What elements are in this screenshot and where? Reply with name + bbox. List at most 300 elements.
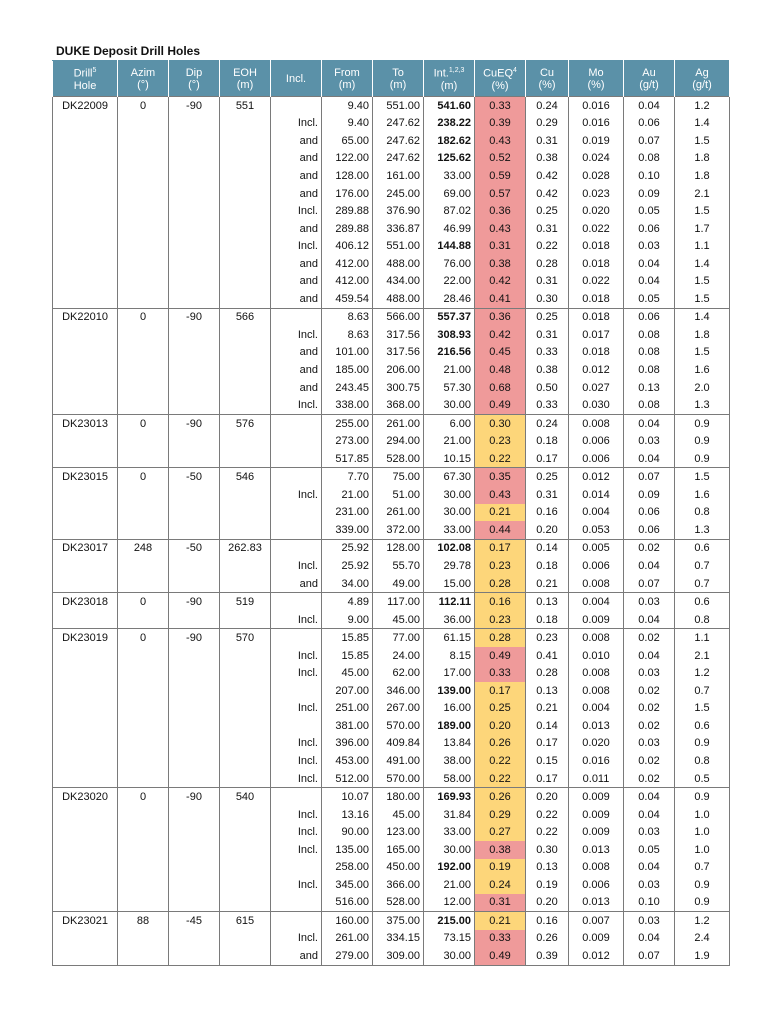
- eoh-cell: [220, 450, 271, 468]
- cueq-cell: 0.26: [475, 788, 526, 806]
- azim-cell: [118, 220, 169, 238]
- dip-cell: [169, 665, 220, 683]
- incl-cell: Incl.: [271, 396, 322, 414]
- interval-cell: 21.00: [424, 432, 475, 450]
- ag-cell: 1.0: [675, 823, 730, 841]
- au-cell: 0.07: [624, 468, 675, 486]
- drill-hole-cell: DK23021: [53, 912, 118, 930]
- table-row: [53, 770, 730, 788]
- drill-hole-cell: [53, 947, 118, 965]
- au-cell: 0.03: [624, 593, 675, 611]
- incl-cell: [271, 432, 322, 450]
- azim-cell: [118, 255, 169, 273]
- ag-cell: 1.7: [675, 220, 730, 238]
- from-cell: 128.00: [322, 167, 373, 185]
- incl-cell: [271, 414, 322, 432]
- ag-cell: 0.7: [675, 682, 730, 700]
- column-header: [118, 61, 169, 97]
- eoh-cell: 540: [220, 788, 271, 806]
- interval-cell: 16.00: [424, 700, 475, 718]
- eoh-cell: [220, 752, 271, 770]
- cueq-cell: 0.57: [475, 185, 526, 203]
- to-cell: 51.00: [373, 486, 424, 504]
- drill-hole-cell: [53, 823, 118, 841]
- table-row: [53, 450, 730, 468]
- cu-cell: 0.33: [526, 344, 569, 362]
- au-cell: 0.02: [624, 752, 675, 770]
- mo-cell: 0.008: [569, 682, 624, 700]
- azim-cell: [118, 735, 169, 753]
- interval-cell: 58.00: [424, 770, 475, 788]
- from-cell: 396.00: [322, 735, 373, 753]
- interval-cell: 192.00: [424, 859, 475, 877]
- from-cell: 8.63: [322, 326, 373, 344]
- column-header: [53, 61, 118, 97]
- drill-hole-cell: DK23018: [53, 593, 118, 611]
- drill-hole-cell: DK23017: [53, 539, 118, 557]
- ag-cell: 0.9: [675, 894, 730, 912]
- interval-cell: 22.00: [424, 272, 475, 290]
- from-cell: 381.00: [322, 717, 373, 735]
- drill-hole-cell: DK23013: [53, 414, 118, 432]
- incl-cell: Incl.: [271, 806, 322, 824]
- dip-cell: [169, 504, 220, 522]
- eoh-cell: [220, 947, 271, 965]
- eoh-cell: [220, 396, 271, 414]
- dip-cell: [169, 894, 220, 912]
- drill-hole-cell: [53, 859, 118, 877]
- interval-cell: 57.30: [424, 379, 475, 397]
- cueq-cell: 0.45: [475, 344, 526, 362]
- ag-cell: 0.9: [675, 876, 730, 894]
- incl-cell: Incl.: [271, 611, 322, 629]
- table-row: [53, 202, 730, 220]
- azim-cell: [118, 770, 169, 788]
- interval-cell: 30.00: [424, 947, 475, 965]
- column-header-label: EOH: [233, 66, 257, 79]
- au-cell: 0.04: [624, 806, 675, 824]
- from-cell: 185.00: [322, 361, 373, 379]
- column-header: [424, 61, 475, 97]
- interval-cell: 308.93: [424, 326, 475, 344]
- to-cell: 434.00: [373, 272, 424, 290]
- ag-cell: 0.9: [675, 414, 730, 432]
- to-cell: 317.56: [373, 326, 424, 344]
- table-title: DUKE Deposit Drill Holes: [56, 44, 201, 58]
- cu-cell: 0.33: [526, 396, 569, 414]
- mo-cell: 0.022: [569, 220, 624, 238]
- eoh-cell: [220, 344, 271, 362]
- dip-cell: [169, 876, 220, 894]
- dip-cell: [169, 344, 220, 362]
- incl-cell: [271, 450, 322, 468]
- azim-cell: [118, 132, 169, 150]
- incl-cell: Incl.: [271, 823, 322, 841]
- eoh-cell: [220, 237, 271, 255]
- au-cell: 0.02: [624, 539, 675, 557]
- incl-cell: [271, 539, 322, 557]
- eoh-cell: [220, 611, 271, 629]
- interval-cell: 6.00: [424, 414, 475, 432]
- incl-cell: [271, 97, 322, 115]
- cueq-cell: 0.17: [475, 539, 526, 557]
- table-row: [53, 841, 730, 859]
- table-row: [53, 255, 730, 273]
- interval-cell: 125.62: [424, 150, 475, 168]
- cu-cell: 0.18: [526, 611, 569, 629]
- table-row: [53, 894, 730, 912]
- ag-cell: 0.7: [675, 859, 730, 877]
- incl-cell: and: [271, 185, 322, 203]
- interval-cell: 139.00: [424, 682, 475, 700]
- cu-cell: 0.14: [526, 539, 569, 557]
- ag-cell: 1.3: [675, 396, 730, 414]
- cu-cell: 0.17: [526, 770, 569, 788]
- column-header-unit: (m): [236, 78, 254, 91]
- ag-cell: 0.7: [675, 557, 730, 575]
- eoh-cell: [220, 665, 271, 683]
- table-row: [53, 344, 730, 362]
- interval-cell: 30.00: [424, 396, 475, 414]
- drill-hole-cell: [53, 504, 118, 522]
- column-header-unit: (g/t): [639, 78, 659, 91]
- eoh-cell: [220, 150, 271, 168]
- au-cell: 0.06: [624, 504, 675, 522]
- table-row: [53, 237, 730, 255]
- interval-cell: 30.00: [424, 486, 475, 504]
- dip-cell: [169, 272, 220, 290]
- drill-hole-cell: [53, 806, 118, 824]
- drill-hole-cell: [53, 272, 118, 290]
- dip-cell: -90: [169, 593, 220, 611]
- cu-cell: 0.22: [526, 823, 569, 841]
- cu-cell: 0.20: [526, 788, 569, 806]
- to-cell: 55.70: [373, 557, 424, 575]
- ag-cell: 2.0: [675, 379, 730, 397]
- dip-cell: [169, 361, 220, 379]
- azim-cell: 88: [118, 912, 169, 930]
- eoh-cell: 615: [220, 912, 271, 930]
- ag-cell: 0.5: [675, 770, 730, 788]
- ag-cell: 0.8: [675, 611, 730, 629]
- incl-cell: Incl.: [271, 770, 322, 788]
- incl-cell: [271, 468, 322, 486]
- eoh-cell: [220, 717, 271, 735]
- incl-cell: and: [271, 575, 322, 593]
- incl-cell: Incl.: [271, 326, 322, 344]
- au-cell: 0.05: [624, 290, 675, 308]
- dip-cell: [169, 150, 220, 168]
- mo-cell: 0.027: [569, 379, 624, 397]
- cueq-cell: 0.23: [475, 432, 526, 450]
- from-cell: 9.00: [322, 611, 373, 629]
- to-cell: 372.00: [373, 521, 424, 539]
- from-cell: 345.00: [322, 876, 373, 894]
- interval-cell: 216.56: [424, 344, 475, 362]
- cueq-cell: 0.33: [475, 97, 526, 115]
- mo-cell: 0.018: [569, 344, 624, 362]
- interval-cell: 144.88: [424, 237, 475, 255]
- drill-hole-cell: [53, 255, 118, 273]
- column-header-unit: (%): [587, 78, 605, 91]
- cu-cell: 0.30: [526, 290, 569, 308]
- mo-cell: 0.007: [569, 912, 624, 930]
- eoh-cell: [220, 167, 271, 185]
- au-cell: 0.08: [624, 150, 675, 168]
- cu-cell: 0.26: [526, 930, 569, 948]
- eoh-cell: [220, 185, 271, 203]
- drill-hole-cell: [53, 450, 118, 468]
- interval-cell: 33.00: [424, 823, 475, 841]
- cu-cell: 0.22: [526, 237, 569, 255]
- drill-hole-cell: [53, 575, 118, 593]
- table-row: [53, 665, 730, 683]
- cu-cell: 0.20: [526, 521, 569, 539]
- incl-cell: and: [271, 344, 322, 362]
- dip-cell: [169, 290, 220, 308]
- drill-hole-cell: [53, 432, 118, 450]
- dip-cell: [169, 115, 220, 133]
- azim-cell: [118, 290, 169, 308]
- au-cell: 0.04: [624, 272, 675, 290]
- column-header-label: To: [392, 66, 404, 79]
- incl-cell: Incl.: [271, 647, 322, 665]
- interval-cell: 112.11: [424, 593, 475, 611]
- azim-cell: 0: [118, 593, 169, 611]
- drill-hole-cell: [53, 930, 118, 948]
- azim-cell: 0: [118, 308, 169, 326]
- drill-hole-cell: [53, 876, 118, 894]
- to-cell: 62.00: [373, 665, 424, 683]
- dip-cell: -50: [169, 539, 220, 557]
- cueq-cell: 0.43: [475, 132, 526, 150]
- azim-cell: [118, 432, 169, 450]
- dip-cell: -90: [169, 97, 220, 115]
- dip-cell: -90: [169, 414, 220, 432]
- mo-cell: 0.009: [569, 930, 624, 948]
- table-row: [53, 396, 730, 414]
- azim-cell: [118, 930, 169, 948]
- column-header: [220, 61, 271, 97]
- interval-cell: 238.22: [424, 115, 475, 133]
- ag-cell: 1.1: [675, 629, 730, 647]
- cueq-cell: 0.28: [475, 575, 526, 593]
- mo-cell: 0.023: [569, 185, 624, 203]
- ag-cell: 0.7: [675, 575, 730, 593]
- footnote-marker: 1,2,3: [448, 67, 465, 75]
- cueq-cell: 0.23: [475, 611, 526, 629]
- cueq-cell: 0.31: [475, 894, 526, 912]
- incl-cell: Incl.: [271, 930, 322, 948]
- mo-cell: 0.010: [569, 647, 624, 665]
- interval-cell: 31.84: [424, 806, 475, 824]
- au-cell: 0.03: [624, 665, 675, 683]
- cu-cell: 0.25: [526, 468, 569, 486]
- incl-cell: Incl.: [271, 665, 322, 683]
- cu-cell: 0.16: [526, 912, 569, 930]
- from-cell: 8.63: [322, 308, 373, 326]
- cueq-cell: 0.26: [475, 735, 526, 753]
- to-cell: 247.62: [373, 150, 424, 168]
- mo-cell: 0.005: [569, 539, 624, 557]
- column-header: [373, 61, 424, 97]
- from-cell: 122.00: [322, 150, 373, 168]
- from-cell: 7.70: [322, 468, 373, 486]
- from-cell: 289.88: [322, 220, 373, 238]
- table-row: [53, 700, 730, 718]
- from-cell: 160.00: [322, 912, 373, 930]
- table-row: [53, 521, 730, 539]
- azim-cell: [118, 167, 169, 185]
- interval-cell: 21.00: [424, 361, 475, 379]
- table-row: [53, 806, 730, 824]
- table-row: [53, 115, 730, 133]
- dip-cell: -90: [169, 788, 220, 806]
- table-row: [53, 947, 730, 965]
- mo-cell: 0.006: [569, 876, 624, 894]
- interval-cell: 557.37: [424, 308, 475, 326]
- azim-cell: [118, 876, 169, 894]
- from-cell: 243.45: [322, 379, 373, 397]
- cu-cell: 0.31: [526, 220, 569, 238]
- dip-cell: [169, 326, 220, 344]
- drill-hole-cell: [53, 202, 118, 220]
- incl-cell: and: [271, 220, 322, 238]
- ag-cell: 1.8: [675, 167, 730, 185]
- cueq-cell: 0.27: [475, 823, 526, 841]
- azim-cell: [118, 682, 169, 700]
- cu-cell: 0.19: [526, 876, 569, 894]
- column-header-unit: (°): [188, 78, 200, 91]
- cu-cell: 0.16: [526, 504, 569, 522]
- mo-cell: 0.009: [569, 611, 624, 629]
- cu-cell: 0.38: [526, 150, 569, 168]
- cu-cell: 0.50: [526, 379, 569, 397]
- column-header-label: Au: [642, 66, 656, 79]
- drill-hole-cell: [53, 115, 118, 133]
- column-header: [271, 61, 322, 97]
- cu-cell: 0.15: [526, 752, 569, 770]
- interval-cell: 30.00: [424, 504, 475, 522]
- au-cell: 0.02: [624, 770, 675, 788]
- eoh-cell: [220, 379, 271, 397]
- cu-cell: 0.31: [526, 326, 569, 344]
- to-cell: 247.62: [373, 132, 424, 150]
- incl-cell: Incl.: [271, 876, 322, 894]
- to-cell: 566.00: [373, 308, 424, 326]
- cueq-cell: 0.48: [475, 361, 526, 379]
- azim-cell: 0: [118, 788, 169, 806]
- to-cell: 491.00: [373, 752, 424, 770]
- incl-cell: and: [271, 272, 322, 290]
- cueq-cell: 0.43: [475, 486, 526, 504]
- mo-cell: 0.013: [569, 841, 624, 859]
- cu-cell: 0.29: [526, 115, 569, 133]
- table-row: [53, 220, 730, 238]
- incl-cell: [271, 717, 322, 735]
- drill-hole-cell: [53, 752, 118, 770]
- dip-cell: [169, 682, 220, 700]
- cueq-cell: 0.38: [475, 255, 526, 273]
- interval-cell: 169.93: [424, 788, 475, 806]
- au-cell: 0.03: [624, 432, 675, 450]
- mo-cell: 0.020: [569, 735, 624, 753]
- dip-cell: [169, 930, 220, 948]
- drill-hole-cell: [53, 665, 118, 683]
- eoh-cell: [220, 255, 271, 273]
- azim-cell: [118, 361, 169, 379]
- eoh-cell: [220, 700, 271, 718]
- incl-cell: and: [271, 290, 322, 308]
- cueq-cell: 0.49: [475, 647, 526, 665]
- eoh-cell: 546: [220, 468, 271, 486]
- drill-hole-cell: [53, 647, 118, 665]
- azim-cell: [118, 202, 169, 220]
- from-cell: 453.00: [322, 752, 373, 770]
- table-row: [53, 468, 730, 486]
- mo-cell: 0.028: [569, 167, 624, 185]
- mo-cell: 0.013: [569, 717, 624, 735]
- mo-cell: 0.018: [569, 237, 624, 255]
- ag-cell: 0.6: [675, 717, 730, 735]
- drill-hole-cell: [53, 150, 118, 168]
- to-cell: 551.00: [373, 237, 424, 255]
- au-cell: 0.06: [624, 220, 675, 238]
- drill-hole-cell: [53, 611, 118, 629]
- mo-cell: 0.008: [569, 414, 624, 432]
- mo-cell: 0.019: [569, 132, 624, 150]
- cueq-cell: 0.44: [475, 521, 526, 539]
- au-cell: 0.04: [624, 647, 675, 665]
- cu-cell: 0.14: [526, 717, 569, 735]
- interval-cell: 30.00: [424, 841, 475, 859]
- ag-cell: 1.2: [675, 912, 730, 930]
- azim-cell: [118, 344, 169, 362]
- au-cell: 0.04: [624, 414, 675, 432]
- ag-cell: 1.0: [675, 806, 730, 824]
- eoh-cell: [220, 735, 271, 753]
- eoh-cell: [220, 930, 271, 948]
- column-header-unit: (m): [389, 78, 407, 91]
- table-row: [53, 486, 730, 504]
- dip-cell: [169, 255, 220, 273]
- dip-cell: [169, 647, 220, 665]
- cueq-cell: 0.42: [475, 326, 526, 344]
- interval-cell: 8.15: [424, 647, 475, 665]
- au-cell: 0.13: [624, 379, 675, 397]
- au-cell: 0.03: [624, 912, 675, 930]
- incl-cell: Incl.: [271, 735, 322, 753]
- column-header-unit: (g/t): [692, 78, 712, 91]
- mo-cell: 0.012: [569, 468, 624, 486]
- to-cell: 165.00: [373, 841, 424, 859]
- drill-hole-cell: DK23019: [53, 629, 118, 647]
- to-cell: 245.00: [373, 185, 424, 203]
- azim-cell: 0: [118, 97, 169, 115]
- column-header: [569, 61, 624, 97]
- from-cell: 65.00: [322, 132, 373, 150]
- cueq-cell: 0.16: [475, 593, 526, 611]
- eoh-cell: [220, 272, 271, 290]
- from-cell: 459.54: [322, 290, 373, 308]
- azim-cell: [118, 326, 169, 344]
- from-cell: 45.00: [322, 665, 373, 683]
- azim-cell: [118, 272, 169, 290]
- au-cell: 0.07: [624, 132, 675, 150]
- drill-hole-cell: [53, 841, 118, 859]
- azim-cell: 248: [118, 539, 169, 557]
- table-row: [53, 185, 730, 203]
